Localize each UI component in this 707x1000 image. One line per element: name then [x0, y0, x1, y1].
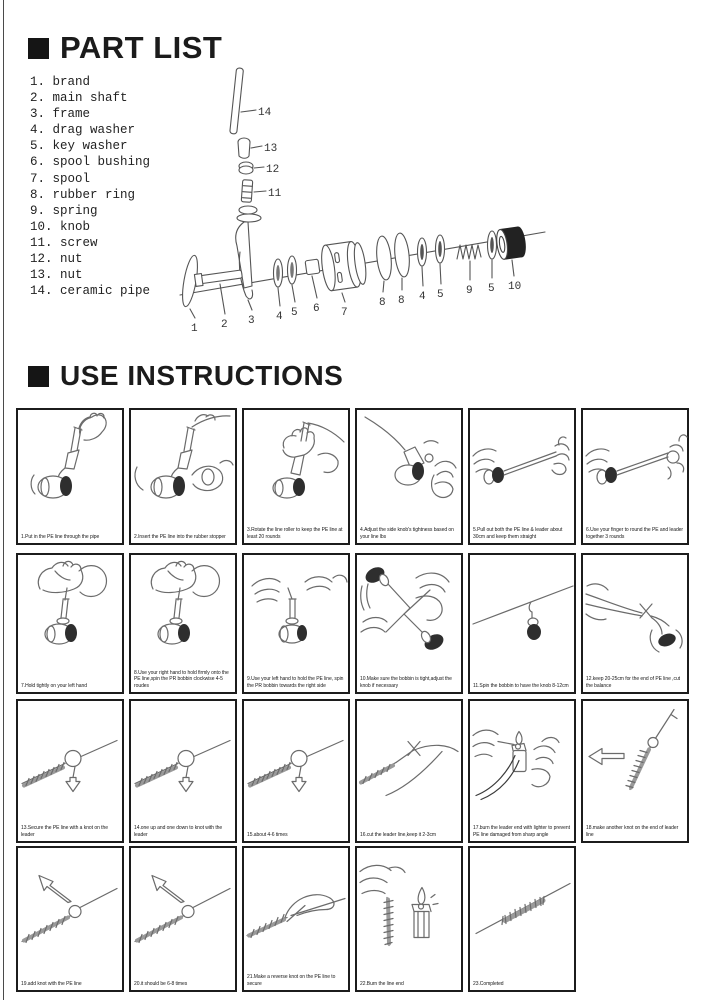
instruction-step-cell-19 [16, 846, 124, 992]
step-caption: 20.it should be 6-8 times [134, 980, 188, 987]
diagram-part-label: 11 [268, 188, 282, 200]
instruction-grid [16, 408, 692, 992]
step-caption: 22.Burn the line end [360, 980, 404, 987]
hold-winder-hanging-illustration [132, 556, 236, 670]
instruction-step-cell-20 [129, 846, 237, 992]
part-list-item: 10. knob [30, 219, 91, 234]
bobbin-on-line-illustration [471, 556, 575, 670]
coil-knot-arrow-left-illustration [584, 702, 688, 819]
cut-line-scissors-illustration [584, 556, 688, 670]
winder-side-knob-illustration [358, 411, 462, 521]
part-list-item: 14. ceramic pipe [30, 284, 151, 299]
part-list-item: 12. nut [30, 252, 83, 267]
diagram-part-label: 9 [466, 285, 473, 297]
hold-winder-spin-illustration [245, 556, 349, 670]
step-caption: 5.Pull out both the PE line & leader about 30cm and keep them straight [473, 527, 563, 540]
part-list-item: 9. spring [30, 203, 98, 218]
instruction-step-cell-6 [581, 408, 689, 545]
instruction-step-cell-12 [581, 553, 689, 694]
instruction-step-cell-17 [468, 699, 576, 843]
winder-thread-pipe-illustration [19, 411, 123, 521]
step-caption: 8.Use your right hand to hold firmly onto the PE line,spin the PR bobbin clockwise 4-5 roudes [134, 669, 229, 689]
step-caption: 19.add knot with the PE line [21, 980, 82, 987]
diagram-part-label: 13 [264, 143, 278, 155]
diagram-part-label: 7 [341, 307, 348, 319]
instruction-step-cell-14 [129, 699, 237, 843]
diagram-part-label: 3 [248, 315, 255, 327]
part-list-item: 4. drag washer [30, 123, 136, 138]
step-caption: 7.Hold tightly on your left hand [21, 682, 87, 689]
step-caption: 2.Insert the PE line into the rubber stopper [134, 533, 226, 540]
step-caption: 12.keep 20-25cm for the end of PE line ,cut the balance [586, 676, 681, 689]
step-caption: 23.Completed [473, 980, 504, 987]
instruction-step-cell-23 [468, 846, 576, 992]
diagram-part-label: 6 [313, 303, 320, 315]
instruction-row-2 [16, 553, 692, 694]
step-caption: 13.Secure the PE line with a knot on the leader [21, 825, 108, 838]
diagram-part-label: 12 [266, 164, 280, 176]
instruction-step-cell-9 [242, 553, 350, 694]
diagram-part-label: 8 [398, 295, 405, 307]
part-list-item: 3. frame [30, 107, 91, 122]
knot-loop-arrow-illustration [132, 702, 236, 819]
part-list [30, 74, 150, 299]
part-list-item: 8. rubber ring [30, 187, 136, 202]
step-caption: 9.Use your left hand to hold the PE line, spin the PR bobbin towards the right side [247, 676, 344, 689]
instruction-step-cell-16 [355, 699, 463, 843]
step-caption: 18.make another knot on the end of leader line [586, 825, 679, 838]
diagram-part-label: 14 [258, 107, 272, 119]
coil-knot-arrow-up-illustration [19, 849, 123, 968]
instruction-row-4 [16, 846, 692, 992]
instruction-step-cell-7 [16, 553, 124, 694]
diagram-part-label: 4 [419, 291, 426, 303]
instruction-step-cell-4 [355, 408, 463, 545]
part-list-item: 13. nut [30, 268, 83, 283]
winder-rubber-stopper-illustration [132, 411, 236, 521]
instruction-row-3 [16, 699, 692, 843]
diagram-part-label: 10 [508, 281, 522, 293]
burn-with-lighter-illustration [471, 702, 575, 819]
burn-line-end-illustration [358, 849, 462, 968]
step-caption: 3.Rotate the line roller to keep the PE line at least 20 rounds [247, 527, 343, 540]
use-instructions-title: USE INSTRUCTIONS [60, 360, 344, 391]
page-edge-line [3, 0, 4, 1000]
diagram-part-label: 4 [276, 311, 283, 323]
section-bullet-square [28, 366, 49, 387]
instruction-row-1 [16, 408, 692, 545]
step-caption: 16.cut the leader line,keep it 2-3cm [360, 831, 437, 838]
diagram-part-label: 8 [379, 297, 386, 309]
exploded-diagram [140, 52, 700, 352]
step-caption: 11.Spin the bobbin to have the knob 8-12cm [473, 682, 569, 689]
section-bullet-square [28, 38, 49, 59]
instruction-step-cell-21 [242, 846, 350, 992]
part-list-item: 11. screw [30, 235, 98, 250]
part-list-title: PART LIST [60, 30, 223, 65]
instruction-step-cell-11 [468, 553, 576, 694]
step-caption: 6.Use your finger to round the PE and leader together 3 rounds [586, 527, 684, 540]
knot-loop-arrow-illustration [245, 702, 349, 819]
coil-knot-arrow-up-illustration [132, 849, 236, 968]
step-caption: 1.Put in the PE line through the pipe [21, 533, 100, 540]
step-caption: 15.about 4-6 times [247, 831, 288, 838]
step-caption: 14.one up and one down to knot with the leader [134, 825, 223, 838]
instruction-step-cell-18 [581, 699, 689, 843]
instruction-step-cell-13 [16, 699, 124, 843]
knot-loop-arrow-illustration [19, 702, 123, 819]
instruction-step-cell-22 [355, 846, 463, 992]
part-list-item: 7. spool [30, 171, 91, 186]
use-instructions-header [28, 360, 343, 392]
hold-winder-hanging-illustration [19, 556, 123, 670]
part-list-item: 2. main shaft [30, 91, 128, 106]
cut-leader-line-illustration [358, 702, 462, 819]
instruction-step-cell-10 [355, 553, 463, 694]
diagram-part-label: 5 [488, 283, 495, 295]
diagram-part-label: 5 [291, 307, 298, 319]
part-list-item: 6. spool bushing [30, 155, 151, 170]
instruction-step-cell-2 [129, 408, 237, 545]
part-list-item: 1. brand [30, 75, 91, 89]
step-caption: 21.Make a reverse knot on the PE line to secure [247, 974, 336, 987]
instruction-step-cell-5 [468, 408, 576, 545]
instruction-step-cell-15 [242, 699, 350, 843]
instruction-step-cell-3 [242, 408, 350, 545]
reverse-knot-illustration [245, 849, 349, 968]
step-caption: 4.Adjust the side knob's tightness based on your line lbs [360, 527, 454, 540]
step-caption: 10.Make sure the bobbin is tight,adjust the knob if necessary [360, 676, 452, 689]
instruction-step-cell-8 [129, 553, 237, 694]
completed-line-illustration [471, 849, 575, 968]
finger-round-lines-illustration [584, 411, 688, 521]
diagram-part-label: 2 [221, 319, 228, 331]
pull-out-lines-illustration [471, 411, 575, 521]
diagram-part-label: 5 [437, 289, 444, 301]
diagram-part-label: 1 [191, 323, 198, 335]
crossed-bobbins-illustration [358, 556, 462, 670]
part-list-item: 5. key washer [30, 139, 128, 154]
step-caption: 17.burn the leader end with lighter to prevent PE line damaged from sharp angle [473, 825, 570, 838]
instruction-step-cell-1 [16, 408, 124, 545]
winder-line-roller-illustration [245, 411, 349, 521]
